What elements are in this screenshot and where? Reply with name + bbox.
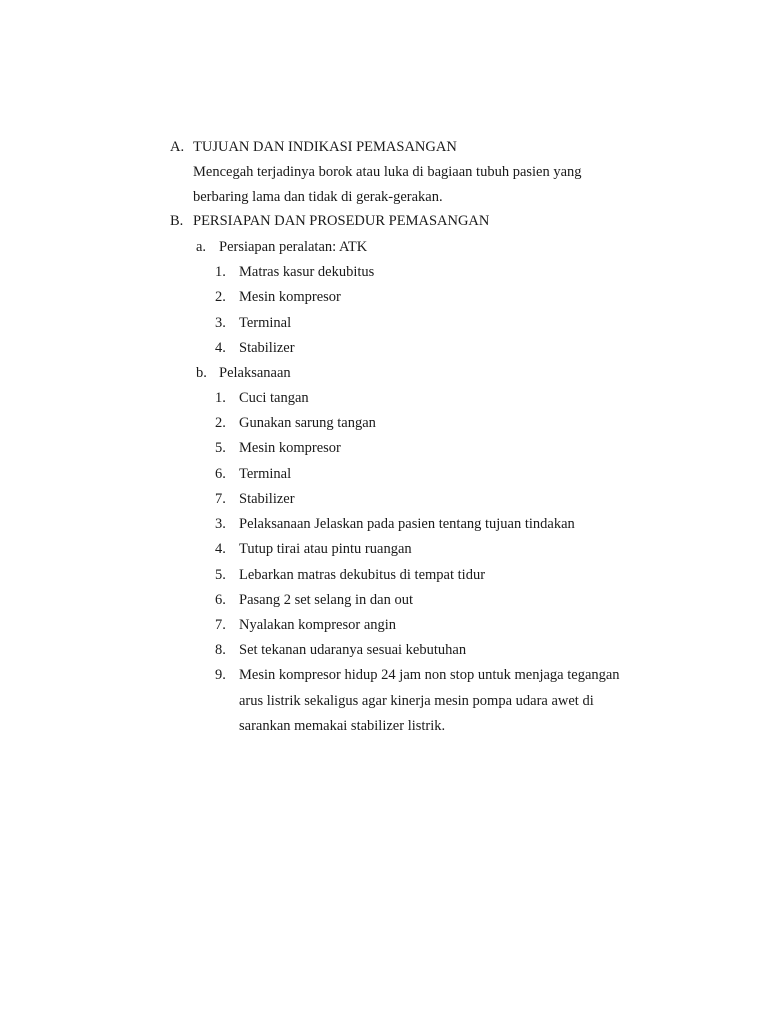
item-number: 7. [215, 617, 226, 633]
item-text: Set tekanan udaranya sesuai kebutuhan [239, 642, 467, 658]
item-text: Matras kasur dekubitus [239, 264, 375, 280]
subsection-title: Persiapan peralatan: ATK [219, 239, 368, 255]
subsection-marker: b. [196, 365, 207, 381]
item-number: 7. [215, 491, 226, 507]
item-text: Stabilizer [239, 491, 295, 507]
section-title: TUJUAN DAN INDIKASI PEMASANGAN [193, 139, 457, 155]
item-number: 1. [215, 390, 226, 406]
item-text: Terminal [239, 466, 292, 482]
item-text: Nyalakan kompresor angin [239, 617, 397, 633]
item-number: 4. [215, 340, 226, 356]
item-text: Lebarkan matras dekubitus di tempat tidur [239, 567, 486, 583]
item-text: Gunakan sarung tangan [239, 415, 376, 431]
item-text: Mesin kompresor hidup 24 jam non stop untuk menjaga tegangan [239, 667, 620, 683]
item-text: sarankan memakai stabilizer listrik. [239, 718, 446, 734]
item-number: 5. [215, 567, 226, 583]
item-text: Pasang 2 set selang in dan out [239, 592, 413, 608]
item-number: 3. [215, 516, 226, 532]
item-text: Pelaksanaan Jelaskan pada pasien tentang tujuan tindakan [239, 516, 575, 532]
subsection-marker: a. [196, 239, 207, 255]
item-number: 8. [215, 642, 226, 658]
item-text: Mesin kompresor [239, 289, 341, 305]
item-text: arus listrik sekaligus agar kinerja mesin pompa udara awet di [239, 693, 594, 709]
section-marker: B. [170, 213, 184, 229]
item-number: 6. [215, 592, 226, 608]
item-text: Terminal [239, 315, 292, 331]
paragraph-text: Mencegah terjadinya borok atau luka di bagiaan tubuh pasien yang [193, 164, 582, 180]
item-number: 4. [215, 541, 226, 557]
item-text: Cuci tangan [239, 390, 309, 406]
item-text: Stabilizer [239, 340, 295, 356]
item-number: 9. [215, 667, 226, 683]
subsection-title: Pelaksanaan [219, 365, 291, 381]
item-number: 5. [215, 440, 226, 456]
item-number: 3. [215, 315, 226, 331]
item-number: 2. [215, 415, 226, 431]
item-text: Tutup tirai atau pintu ruangan [239, 541, 412, 557]
item-number: 6. [215, 466, 226, 482]
item-number: 1. [215, 264, 226, 280]
section-title: PERSIAPAN DAN PROSEDUR PEMASANGAN [193, 213, 490, 229]
paragraph-text: berbaring lama dan tidak di gerak-gerakan. [193, 189, 443, 205]
item-number: 2. [215, 289, 226, 305]
section-marker: A. [170, 139, 185, 155]
item-text: Mesin kompresor [239, 440, 341, 456]
